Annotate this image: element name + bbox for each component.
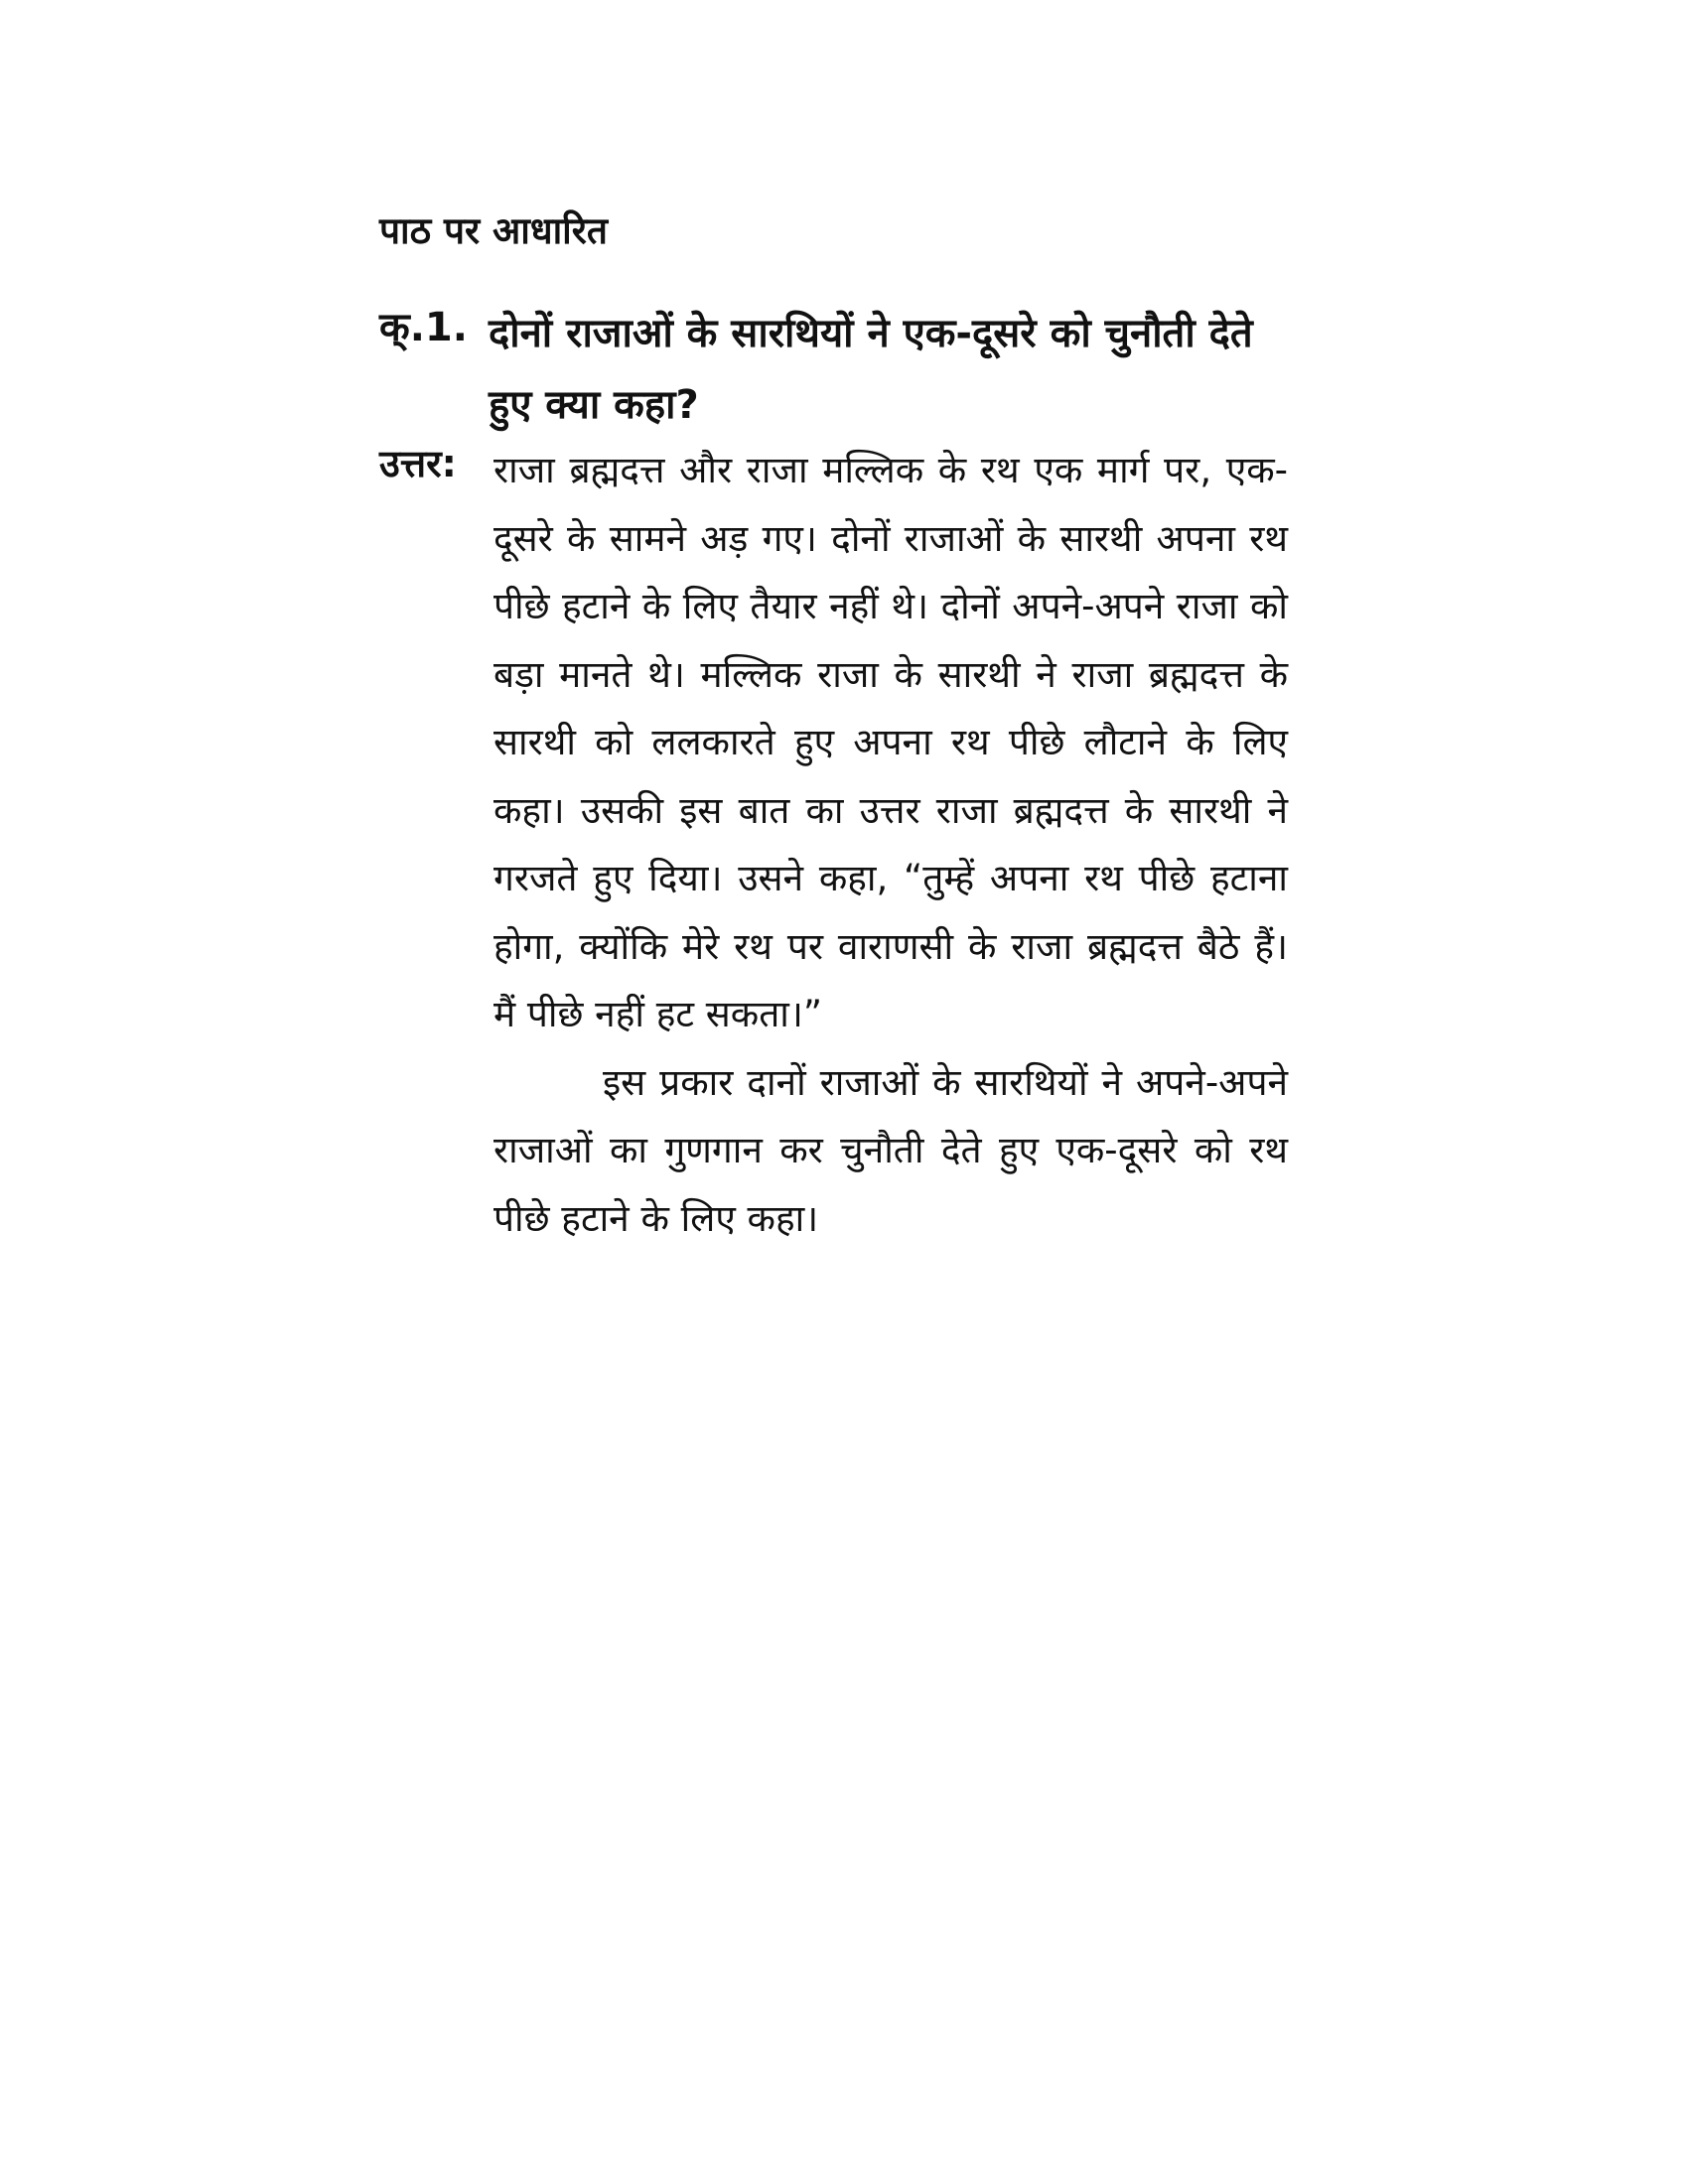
answer-body [493,437,1288,1253]
answer-paragraph: राजा ब्रह्मदत्त और राजा मल्लिक के रथ एक मार्ग पर, एक-दूसरे के सामने अड़ गए। दोनों राजाओं के सारथी अपना रथ पीछे हटाने के लिए तैयार नहीं थे। दोनों अपने-अपने राजा को बड़ा मानते थे। मल्लिक राजा के सारथी ने राजा ब्रह्मदत्त के सारथी को ललकारते हुए अपना रथ पीछे लौटाने के लिए कहा। उसकी इस बात का उत्तर राजा ब्रह्मदत्त के सारथी ने गरजते हुए दिया। उसने कहा, “तुम्हें अपना रथ पीछे हटाना होगा, क्योंकि मेरे रथ पर वाराणसी के राजा ब्रह्मदत्त बैठे हैं। मैं पीछे नहीं हट सकता।” [493,449,1289,1035]
answer-paragraph: इस प्रकार दानों राजाओं के सारथियों ने अपने-अपने राजाओं का गुणगान कर चुनौती देते हुए एक-दूसरे को रथ पीछे हटाने के लिए कहा। [493,1060,1288,1240]
answer-label: उत्तर: [379,442,457,485]
section-heading: पाठ पर आधारित [379,209,608,252]
question-number: क्.1. [379,305,468,350]
question-text: दोनों राजाओं के सारथियों ने एक-दूसरे को चुनौती देते हुए क्या कहा? [489,311,1253,428]
